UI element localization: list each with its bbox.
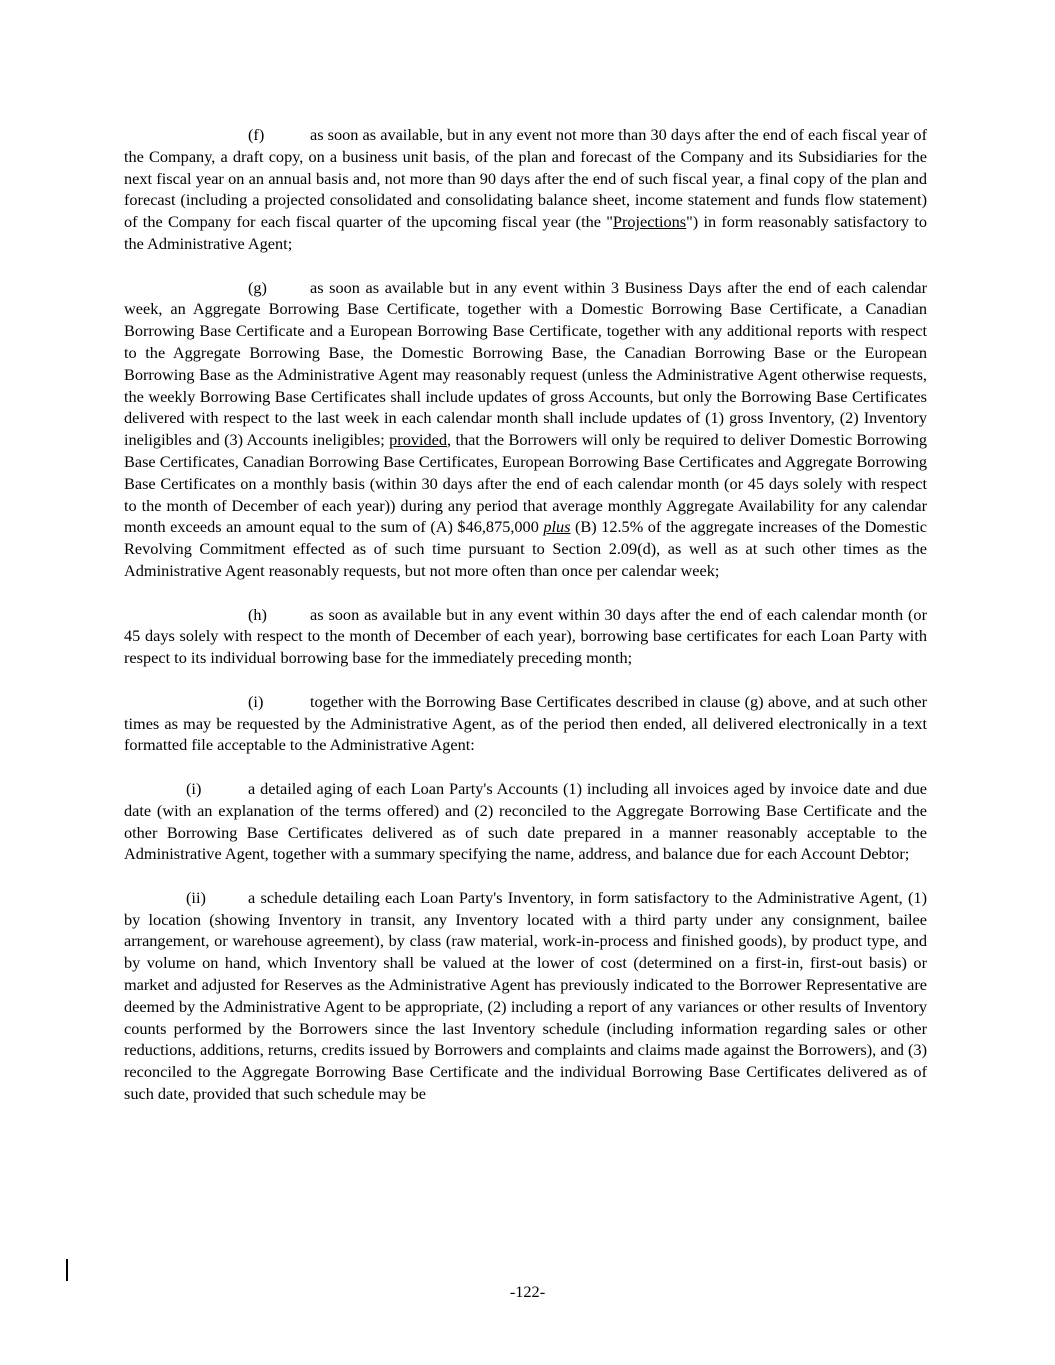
subparagraph-i: [124, 778, 927, 865]
document-body: [124, 124, 927, 1127]
term-plus: plus: [543, 517, 571, 537]
page-number: -122-: [509, 1282, 546, 1301]
paragraph-text: a detailed aging of each Loan Party's Accounts (1) including all invoices aged by invoice date and due date (with an explanation of the terms offered) and (2) reconciled to the Aggregate Borrowing Base Certificate and the other Borrowing Base Certificates delivered as of such date prepared in a manner reasonably acceptable to the Administrative Agent, together with a summary specifying the name, address, and balance due for each Account Debtor;: [124, 778, 927, 864]
paragraph-text: together with the Borrowing Base Certificates described in clause (g) above, and at such other times as may be requested by the Administrative Agent, as of the period then ended, all delivered electronically in a text formatted file acceptable to the Administrative Agent:: [124, 691, 927, 755]
defined-term-projections: Projections: [612, 212, 687, 232]
paragraph-text: , that the Borrowers will only be required to deliver Domestic Borrowing Base Certificates, Canadian Borrowing Base Certificates, European Borrowing Base Certificates and Aggregate Borrowing Base Certificates on a monthly basis (within 30 days after the end of each calendar month (or 45 days solely with respect to the month of December of each year)) during any period that average monthly Aggregate Availability for any calendar month exceeds an amount equal to the sum of (A) $46,875,000: [124, 430, 927, 537]
clause-label: (f): [248, 125, 265, 144]
subclause-label: (i): [186, 778, 202, 798]
paragraph-text: as soon as available, but in any event not more than 30 days after the end of each fiscal year of the Company, a draft copy, on a business unit basis, of the plan and forecast of the Company and its Subsidiaries for the next fiscal year on an annual basis and, not more than 90 days after the end of such fiscal year, a final copy of the plan and forecast (including a projected consolidated and consolidating balance sheet, income statement and funds flow statement) of the Company for each fiscal quarter of the upcoming fiscal year (the ": [124, 125, 927, 232]
paragraph-text: as soon as available but in any event within 3 Business Days after the end of each calendar week, an Aggregate Borrowing Base Certificate, together with a Domestic Borrowing Base Certificate, a Canadian Borrowing Base Certificate and a European Borrowing Base Certificate, together with any additional reports with respect to the Aggregate Borrowing Base, the Domestic Borrowing Base, the Canadian Borrowing Base or the European Borrowing Base as the Administrative Agent may reasonably request (unless the Administrative Agent otherwise requests, the weekly Borrowing Base Certificates shall include updates of gross Accounts, but only the Borrowing Base Certificates delivered with respect to the last week in each calendar month shall include updates of (1) gross Inventory, (2) Inventory ineligibles and (3) Accounts ineligibles;: [124, 277, 927, 450]
revision-margin-bar: [66, 1259, 68, 1281]
paragraph-text: ") in form reasonably satisfactory to the Administrative Agent;: [124, 212, 927, 253]
clause-label: (h): [248, 604, 267, 624]
paragraph-text: (B) 12.5% of the aggregate increases of the Domestic Revolving Commitment effected as of such time pursuant to Section 2.09(d), as well as at such other times as the Administrative Agent reasonably requests, but not more often than once per calendar week;: [124, 517, 927, 580]
paragraph-f: [124, 124, 927, 255]
paragraph-g: [124, 277, 927, 582]
paragraph-i: [124, 691, 927, 756]
subclause-label: (ii): [186, 887, 206, 907]
paragraph-text: as soon as available but in any event within 30 days after the end of each calendar month (or 45 days solely with respect to the month of December of each year), borrowing base certificates for each Loan Party with respect to its individual borrowing base for the immediately preceding month;: [124, 604, 927, 668]
paragraph-text: a schedule detailing each Loan Party's Inventory, in form satisfactory to the Administrative Agent, (1) by location (showing Inventory in transit, any Inventory located with a third party under any consignment, bailee arrangement, or warehouse agreement), by class (raw material, work-in-process and finished goods), by product type, and by volume on hand, which Inventory shall be valued at the lower of cost (determined on a first-in, first-out basis) or market and adjusted for Reserves as the Administrative Agent has previously indicated to the Borrower Representative are deemed by the Administrative Agent to be appropriate, (2) including a report of any variances or other results of Inventory counts performed by the Borrowers since the last Inventory schedule (including information regarding sales or other reductions, additions, returns, credits issued by Borrowers and complaints and claims made against the Borrowers), and (3) reconciled to the Aggregate Borrowing Base Certificate and the individual Borrowing Base Certificates delivered as of such date, provided that such schedule may be: [124, 887, 927, 1104]
clause-label: (g): [248, 277, 267, 297]
paragraph-h: [124, 604, 927, 669]
subparagraph-ii: [124, 887, 927, 1105]
clause-label: (i): [248, 691, 264, 711]
defined-term-provided: provided: [389, 430, 448, 450]
